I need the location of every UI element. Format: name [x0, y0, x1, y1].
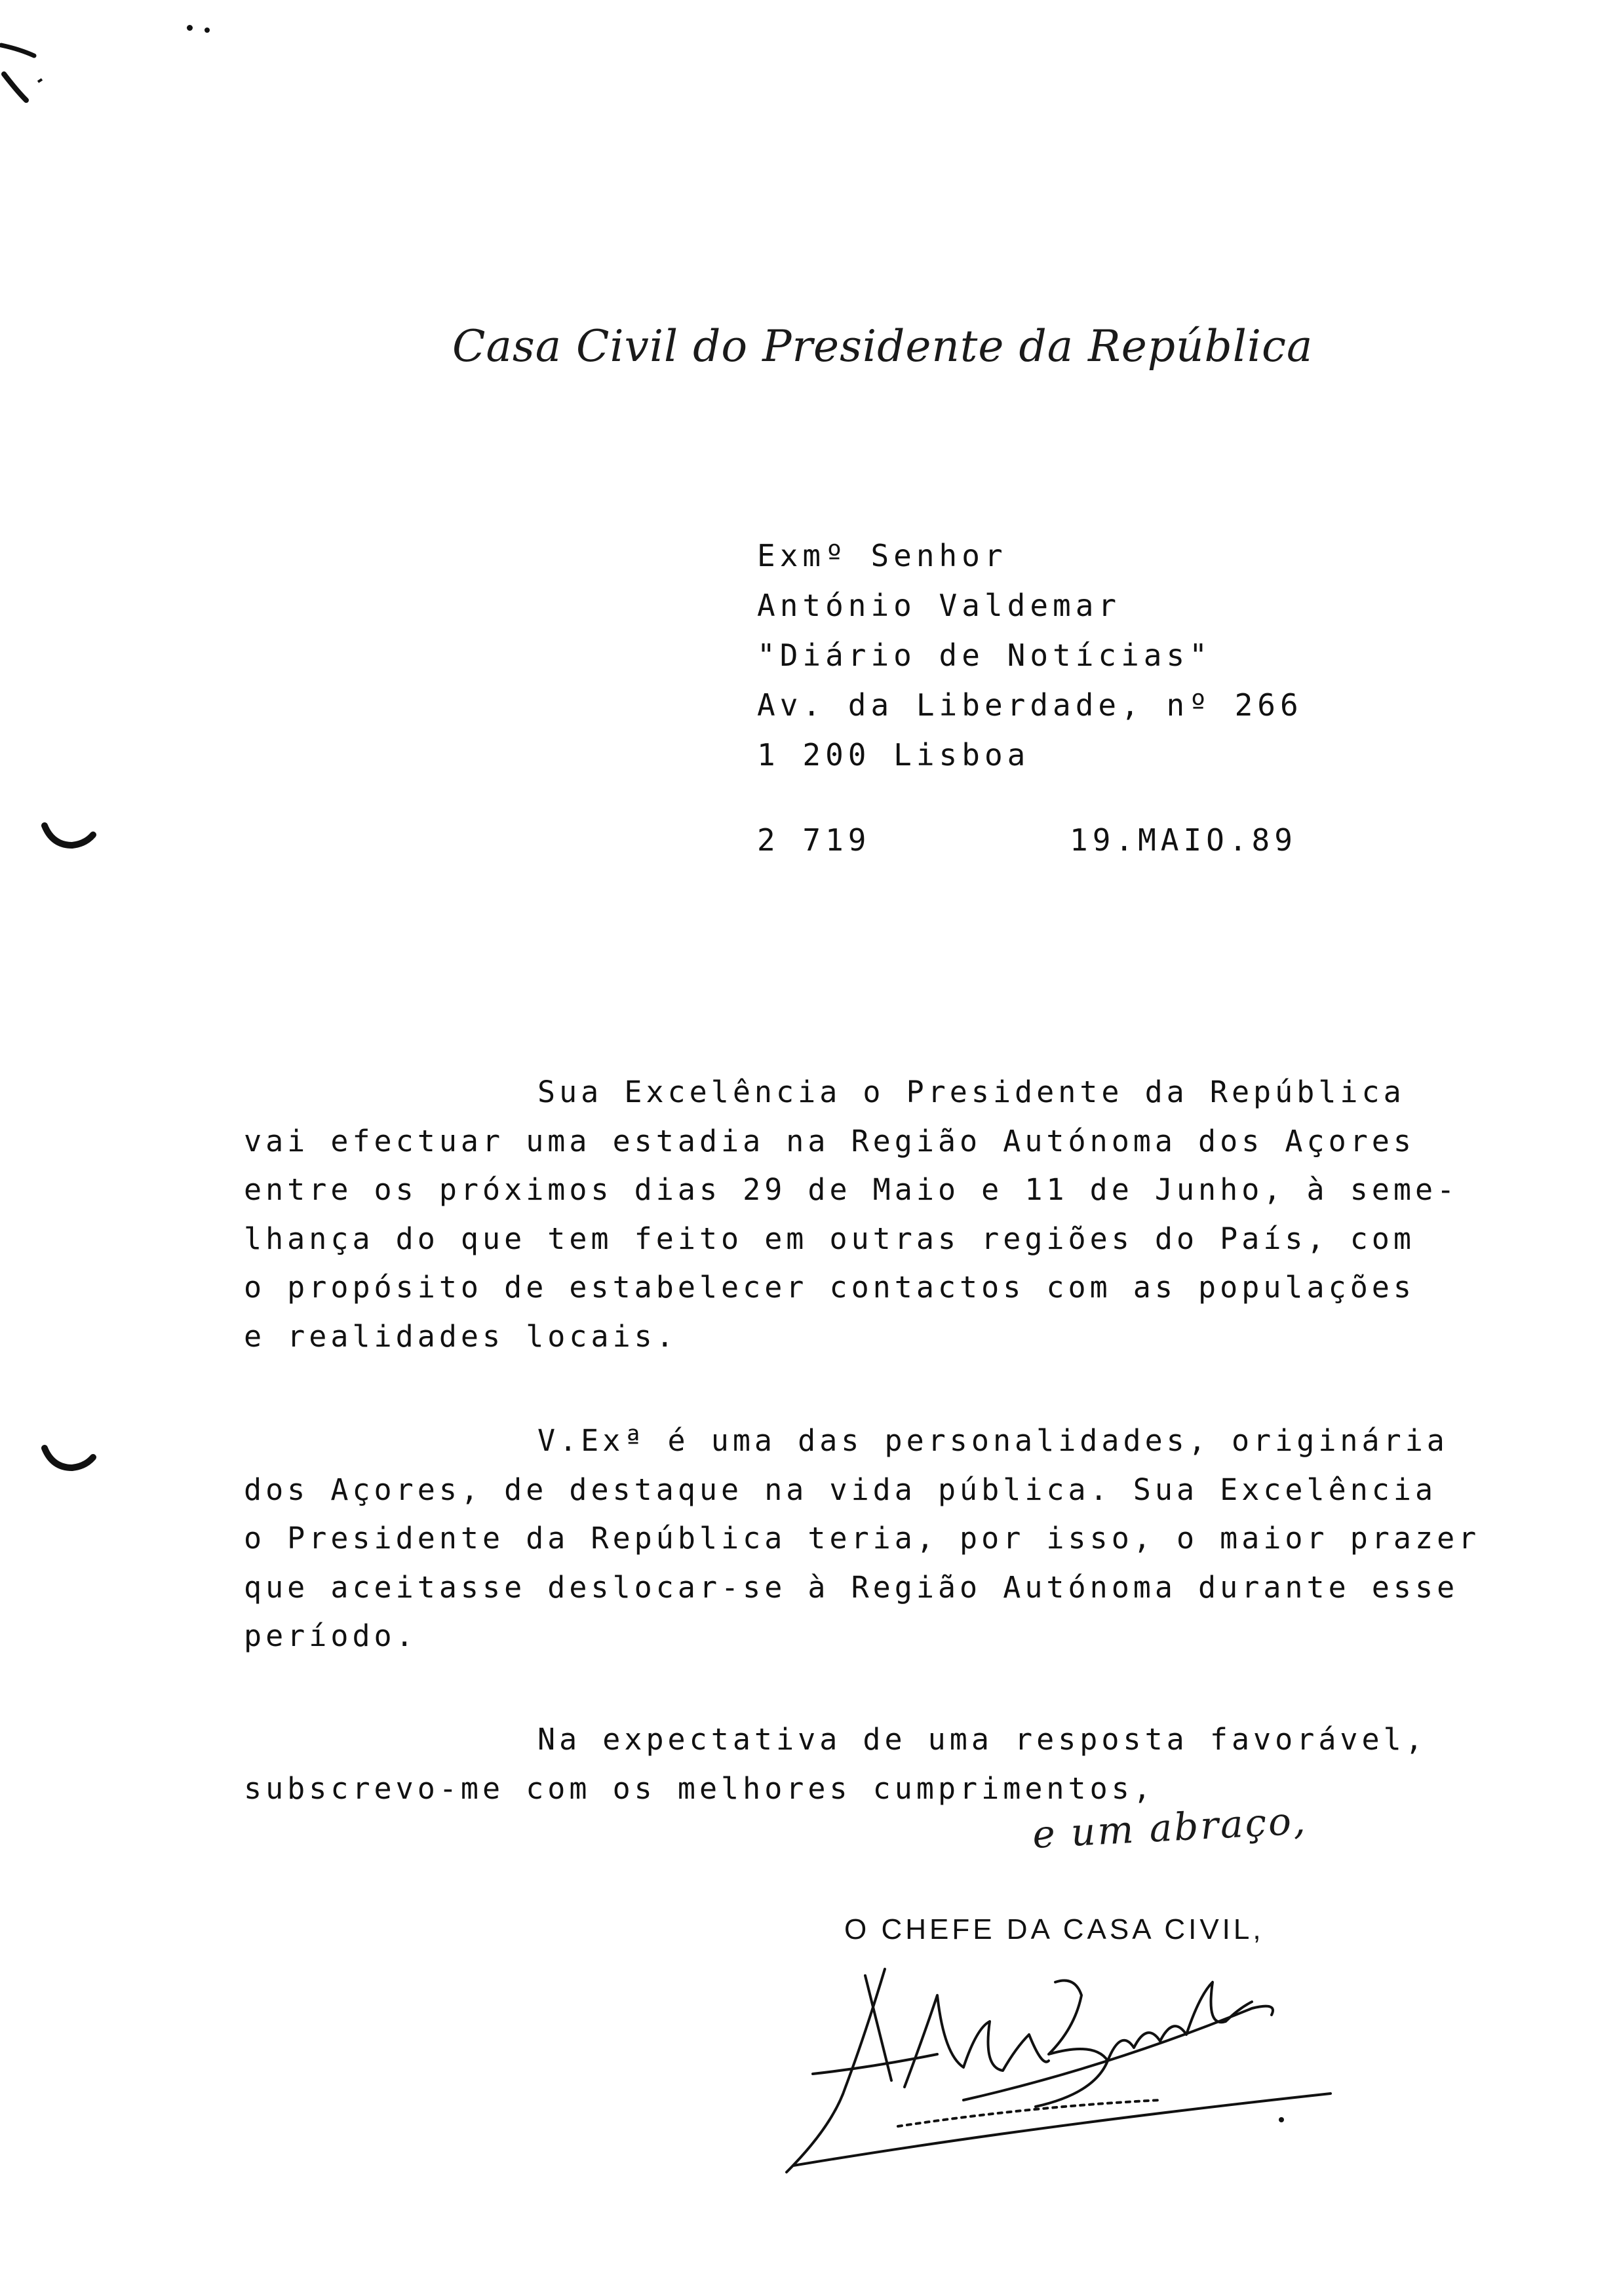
recipient-line: "Diário de Notícias"	[757, 638, 1212, 673]
recipient-line: António Valdemar	[757, 588, 1121, 623]
speck-2	[204, 28, 210, 33]
recipient-line: 1 200 Lisboa	[757, 737, 1030, 773]
reference-number: 2 719	[757, 822, 871, 858]
paragraph-line: que aceitasse deslocar-se à Região Autónoma durante esse	[244, 1569, 1459, 1605]
letter-date: 19.MAIO.89	[1070, 822, 1297, 858]
letterhead-title: Casa Civil do Presidente da República	[452, 321, 1313, 372]
handwritten-note: e um abraço,	[1031, 1798, 1308, 1857]
paragraph-line: V.Exª é uma das personalidades, originária	[537, 1423, 1449, 1458]
paragraph-line: subscrevo-me com os melhores cumprimentos,	[244, 1770, 1155, 1806]
paragraph-line: vai efectuar uma estadia na Região Autónoma dos Açores	[244, 1123, 1415, 1158]
paragraph-line: dos Açores, de destaque na vida pública. Sua Excelência	[244, 1472, 1437, 1507]
paragraph-line: o Presidente da República teria, por isso, o maior prazer	[244, 1521, 1481, 1556]
paragraph-2	[244, 1417, 1481, 1661]
paragraph-line: o propósito de estabelecer contactos com as populações	[244, 1270, 1415, 1305]
paragraph-line: lhança do que tem feito em outras regiões do País, com	[244, 1221, 1415, 1256]
recipient-line: Av. da Liberdade, nº 266	[757, 687, 1303, 723]
paragraph-line: Na expectativa de uma resposta favorável,	[537, 1722, 1427, 1757]
signature-image	[767, 1956, 1344, 2179]
paragraph-line: e realidades locais.	[244, 1318, 678, 1354]
corner-mark	[0, 36, 52, 108]
paragraph-line: Sua Excelência o Presidente da República	[537, 1075, 1405, 1109]
signer-title: O CHEFE DA CASA CIVIL,	[844, 1913, 1264, 1945]
recipient-line: Exmº Senhor	[757, 538, 1007, 573]
paragraph-3	[244, 1715, 1427, 1813]
punch-hole-mark-1	[39, 819, 98, 858]
speck-1	[187, 25, 193, 31]
punch-hole-mark-2	[39, 1442, 98, 1481]
recipient-address	[757, 531, 1303, 780]
paragraph-line: entre os próximos dias 29 de Maio e 11 de Junho, à seme-	[244, 1172, 1459, 1207]
paragraph-1	[244, 1068, 1459, 1361]
paragraph-line: período.	[244, 1618, 418, 1653]
